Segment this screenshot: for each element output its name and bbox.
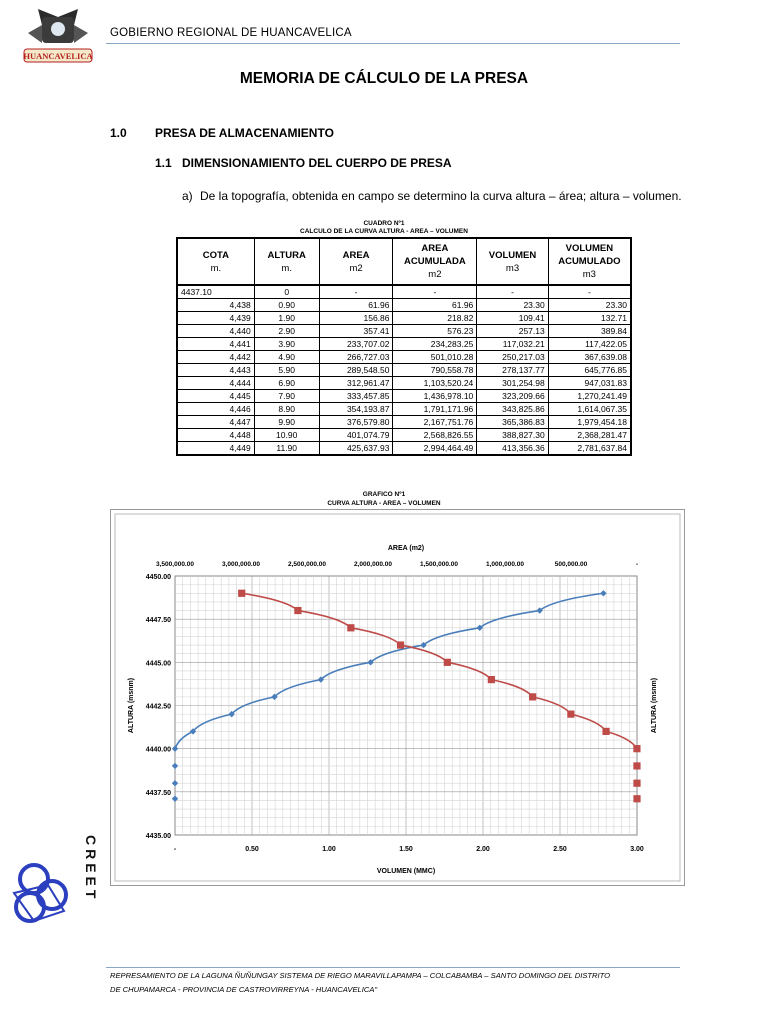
table-cell: 2,568,826.55 — [393, 429, 477, 442]
y-tick-label: 4450.00 — [145, 574, 171, 581]
table-cell: 645,776.85 — [548, 364, 631, 377]
table-cell: 218.82 — [393, 312, 477, 325]
table-cell: 156.86 — [319, 312, 393, 325]
table-cell: 9.90 — [254, 416, 319, 429]
table-caption-title: CALCULO DE LA CURVA ALTURA - AREA – VOLUMEN — [300, 228, 468, 235]
subsection-title: DIMENSIONAMIENTO DEL CUERPO DE PRESA — [182, 156, 452, 170]
table-cell: 4,440 — [177, 325, 254, 338]
chart-caption-number: GRAFICO Nº1 — [362, 491, 406, 498]
area-point — [529, 693, 536, 700]
table-cell: 3.90 — [254, 338, 319, 351]
table-cell: 1,614,067.35 — [548, 403, 631, 416]
table-cell: 1.90 — [254, 312, 319, 325]
y-tick-label: 4447.50 — [145, 617, 171, 625]
table-row — [177, 325, 631, 338]
header-org: GOBIERNO REGIONAL DE HUANCAVELICA — [110, 27, 352, 39]
right-axis-title: ALTURA (msnm) — [651, 677, 658, 734]
data-table — [176, 237, 632, 456]
area-point — [397, 641, 404, 648]
table-row — [177, 429, 631, 442]
table-cell: 401,074.79 — [319, 429, 393, 442]
table-cell: 4,438 — [177, 299, 254, 312]
table-cell: 1,270,241.49 — [548, 390, 631, 403]
table-header-cell — [548, 238, 631, 285]
table-cell: 1,791,171.96 — [393, 403, 477, 416]
footer-text-line1: REPRESAMIENTO DE LA LAGUNA ÑUÑUNGAY SISTEMA DE RIEGO MARAVILLAPAMPA – COLCABAMBA – SANTO DOMINGO DEL DISTRITO — [110, 971, 611, 980]
table-cell: 425,637.93 — [319, 442, 393, 456]
table-row — [177, 364, 631, 377]
table-row — [177, 377, 631, 390]
table-cell: 367,639.08 — [548, 351, 631, 364]
table-header-text: m. — [210, 262, 222, 274]
table-cell: 790,558.78 — [393, 364, 477, 377]
table-body — [177, 285, 631, 455]
table-cell: 365,386.83 — [477, 416, 548, 429]
table-cell: 132.71 — [548, 312, 631, 325]
table-cell: 388,827.30 — [477, 429, 548, 442]
y-tick-label: 4440.00 — [145, 746, 171, 754]
table-cell: 2,368,281.47 — [548, 429, 631, 442]
table-cell: 4437.10 — [177, 285, 254, 299]
chart-frame — [110, 509, 685, 886]
table-cell: 61.96 — [319, 299, 393, 312]
table-cell: 2,781,637.84 — [548, 442, 631, 456]
table-cell: 2,167,751.76 — [393, 416, 477, 429]
area-point — [488, 676, 495, 683]
table-cell: 2.90 — [254, 325, 319, 338]
table-row — [177, 312, 631, 325]
table-cell: 1,979,454.18 — [548, 416, 631, 429]
table-cell: 250,217.03 — [477, 351, 548, 364]
left-axis-title: ALTURA (msnm) — [128, 677, 135, 734]
area-point — [567, 711, 574, 718]
table-cell: 4,441 — [177, 338, 254, 351]
table-cell: 4,444 — [177, 377, 254, 390]
creet-logo — [4, 835, 104, 935]
table-cell: 11.90 — [254, 442, 319, 456]
x-top-tick-label: 1,000,000.00 — [486, 561, 524, 568]
table-cell: 947,031.83 — [548, 377, 631, 390]
table-cell: 278,137.77 — [477, 364, 548, 377]
table-cell: - — [477, 285, 548, 299]
x-top-tick-label: - — [635, 561, 639, 568]
area-point — [633, 745, 640, 752]
table-cell: 233,707.02 — [319, 338, 393, 351]
table-cell: 23.30 — [477, 299, 548, 312]
table-cell: 8.90 — [254, 403, 319, 416]
area-point — [238, 590, 245, 597]
table-cell: 1,103,520.24 — [393, 377, 477, 390]
table-cell: 0.90 — [254, 299, 319, 312]
footer-text-line2: DE CHUPAMARCA - PROVINCIA DE CASTROVIRREYNA - HUANCAVELICA" — [110, 985, 378, 994]
table-cell: 4,447 — [177, 416, 254, 429]
table-cell: 4,445 — [177, 390, 254, 403]
table-cell: 117,422.05 — [548, 338, 631, 351]
x-bottom-tick-label: 0.50 — [245, 846, 259, 853]
table-cell: 6.90 — [254, 377, 319, 390]
table-header-cell — [477, 238, 548, 285]
table-cell: 323,209.66 — [477, 390, 548, 403]
table-header — [177, 238, 631, 285]
table-header-text: m2 — [349, 262, 363, 274]
table-cell: 357.41 — [319, 325, 393, 338]
table-cell: - — [319, 285, 393, 299]
y-tick-label: 4445.00 — [145, 660, 171, 668]
x-bottom-tick-label: - — [173, 846, 177, 853]
regional-logo — [20, 5, 96, 67]
table-cell: 343,825.86 — [477, 403, 548, 416]
table-cell: 61.96 — [393, 299, 477, 312]
table-cell: 4,442 — [177, 351, 254, 364]
table-cell: 4,439 — [177, 312, 254, 325]
table-header-cell — [393, 238, 477, 285]
table-row — [177, 351, 631, 364]
chart-caption-title: CURVA ALTURA - AREA – VOLUMEN — [327, 500, 441, 507]
header-divider — [106, 43, 680, 44]
x-top-tick-label: 3,500,000.00 — [156, 561, 194, 568]
table-cell: 501,010.28 — [393, 351, 477, 364]
table-header-text: ACUMULADA — [404, 256, 466, 267]
x-top-tick-label: 2,000,000.00 — [354, 561, 392, 568]
chart — [111, 510, 684, 885]
table-cell: - — [548, 285, 631, 299]
table-row — [177, 285, 631, 299]
table-cell: 4,443 — [177, 364, 254, 377]
table-cell: 4.90 — [254, 351, 319, 364]
table-cell: 301,254.98 — [477, 377, 548, 390]
x-bottom-tick-label: 1.00 — [322, 846, 336, 853]
table-header-text: m2 — [428, 269, 442, 280]
table-cell: 1,436,978.10 — [393, 390, 477, 403]
page-title: MEMORIA DE CÁLCULO DE LA PRESA — [239, 70, 529, 87]
table-cell: 312,961.47 — [319, 377, 393, 390]
table-cell: 389.84 — [548, 325, 631, 338]
table-row — [177, 403, 631, 416]
area-point — [444, 659, 451, 666]
table-cell: 109.41 — [477, 312, 548, 325]
table-cell: 7.90 — [254, 390, 319, 403]
table-cell: 354,193.87 — [319, 403, 393, 416]
x-bottom-tick-label: 1.50 — [399, 846, 413, 853]
area-point — [294, 607, 301, 614]
table-cell: 117,032.21 — [477, 338, 548, 351]
table-cell: - — [393, 285, 477, 299]
table-cell: 5.90 — [254, 364, 319, 377]
x-bottom-tick-label: 2.00 — [476, 846, 490, 853]
x-bottom-tick-label: 3.00 — [630, 846, 644, 853]
x-top-tick-label: 3,000,000.00 — [222, 561, 260, 568]
table-header-text: m. — [281, 262, 292, 274]
table-cell: 576.23 — [393, 325, 477, 338]
table-cell: 234,283.25 — [393, 338, 477, 351]
y-tick-label: 4437.50 — [145, 789, 171, 797]
table-header-text: ACUMULADO — [558, 256, 621, 267]
table-cell: 413,356.36 — [477, 442, 548, 456]
section-number: 1.0 — [110, 126, 127, 140]
creet-logo-text: CREET — [83, 835, 99, 903]
x-top-tick-label: 500,000.00 — [554, 561, 588, 568]
paragraph-letter: a) — [182, 189, 193, 203]
table-cell: 266,727.03 — [319, 351, 393, 364]
area-point — [633, 762, 640, 769]
x-bottom-tick-label: 2.50 — [553, 846, 567, 853]
area-point — [633, 780, 640, 787]
area-point — [602, 728, 609, 735]
table-row — [177, 299, 631, 312]
table-cell: 23.30 — [548, 299, 631, 312]
table-cell: 2,994,464.49 — [393, 442, 477, 456]
table-header-cell — [319, 238, 393, 285]
table-cell: 376,579.80 — [319, 416, 393, 429]
table-cell: 257.13 — [477, 325, 548, 338]
table-header-text: COTA — [202, 249, 229, 261]
table-cell: 333,457.85 — [319, 390, 393, 403]
top-axis-title: AREA (m2) — [387, 545, 425, 552]
table-header-text: VOLUMEN — [488, 249, 537, 261]
subsection-number: 1.1 — [155, 156, 172, 170]
table-row — [177, 338, 631, 351]
table-row — [177, 416, 631, 429]
table-cell: 10.90 — [254, 429, 319, 442]
table-header-cell — [254, 238, 319, 285]
table-row — [177, 442, 631, 456]
table-header-cell — [177, 238, 254, 285]
table-header-text: ALTURA — [267, 249, 306, 261]
table-header-text: m3 — [582, 269, 596, 280]
y-tick-label: 4435.00 — [145, 833, 171, 840]
table-cell: 0 — [254, 285, 319, 299]
footer-divider — [106, 967, 680, 968]
table-caption-number: CUADRO Nº1 — [363, 220, 405, 227]
table-cell: 4,448 — [177, 429, 254, 442]
logo-text: HUANCAVELICA — [23, 51, 93, 61]
table-row — [177, 390, 631, 403]
x-top-tick-label: 1,500,000.00 — [420, 561, 458, 568]
table-cell: 289,548.50 — [319, 364, 393, 377]
table-header-text: AREA — [342, 249, 370, 261]
table-header-text: m3 — [505, 262, 520, 274]
table-header-text: VOLUMEN — [565, 243, 614, 254]
x-top-tick-label: 2,500,000.00 — [288, 561, 326, 568]
y-tick-label: 4442.50 — [145, 703, 171, 711]
table-cell: 4,449 — [177, 442, 254, 456]
table-cell: 4,446 — [177, 403, 254, 416]
bottom-axis-title: VOLUMEN (MMC) — [376, 868, 436, 875]
table-header-text: AREA — [421, 243, 449, 254]
paragraph-text: De la topografía, obtenida en campo se determino la curva altura – área; altura – volumen. — [200, 189, 682, 203]
area-point — [347, 624, 354, 631]
section-title: PRESA DE ALMACENAMIENTO — [155, 126, 334, 140]
area-point — [633, 795, 640, 802]
